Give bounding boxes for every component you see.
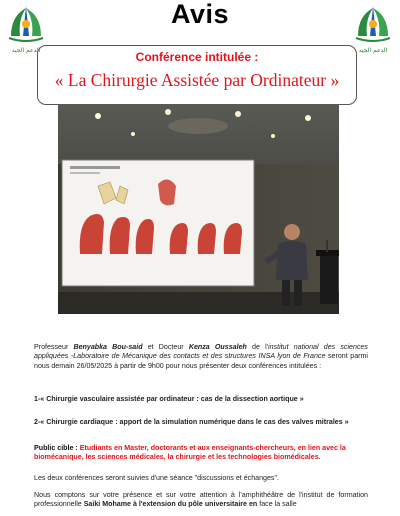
intro-text: et Docteur (142, 343, 189, 351)
banner-subtitle: Conférence intitulée : (135, 50, 259, 64)
lecture-scene-image (58, 104, 339, 314)
speaker-name-2: Kenza Oussaleh (188, 343, 247, 351)
followup-text: Les deux conférences seront suivies d'une séance "discussions et échanges". (34, 474, 279, 482)
lecture-photo (58, 104, 339, 314)
conference-item-2: 2-« Chirurgie cardiaque : apport de la simulation numérique dans le cas des valves mitrales » (34, 418, 349, 426)
intro-text: seront parmi nous demain 26/05/2025 à partir de 9h00 pour nous présenter deux conférences intitulées : (34, 352, 368, 370)
intro-paragraph (34, 343, 368, 371)
page-title: Avis (170, 0, 230, 29)
logo-caption: الدعم الجيد (11, 47, 41, 54)
banner-main-title: « La Chirurgie Assistée par Ordinateur » (54, 70, 340, 90)
closing-text: face la salle (257, 500, 297, 509)
intro-text: Professeur (34, 343, 74, 351)
institution-name: institut national des sciences appliquées -Laboratoire de Mécanique des contacts et des structures INSA lyon de France (34, 343, 368, 361)
audience-value: Etudiants en Master, doctorants et aux enseignants-chercheurs, en lien avec la biomécanique, les sciences médicales, la chirurgie et les technologies biomédicales. (34, 444, 346, 462)
intro-text: de l' (246, 343, 269, 351)
conference-item-1: 1-« Chirurgie vasculaire assistée par ordinateur : cas de la dissection aortique » (34, 395, 304, 403)
conference-banner (37, 45, 357, 105)
logo-caption: الدعم الجيد (358, 47, 388, 54)
speaker-name-1: Benyabka Bou-said (73, 343, 143, 351)
audience-label: Public cible : (34, 444, 80, 452)
venue-name: Saiki Mohame à l'extension du pôle universitaire en (83, 500, 258, 509)
target-audience (34, 444, 368, 463)
closing-paragraph (34, 491, 368, 510)
closing-text: Nous comptons sur votre présence et sur votre attention à l'amphithéâtre de l'institut de formation professionnelle (34, 491, 368, 509)
